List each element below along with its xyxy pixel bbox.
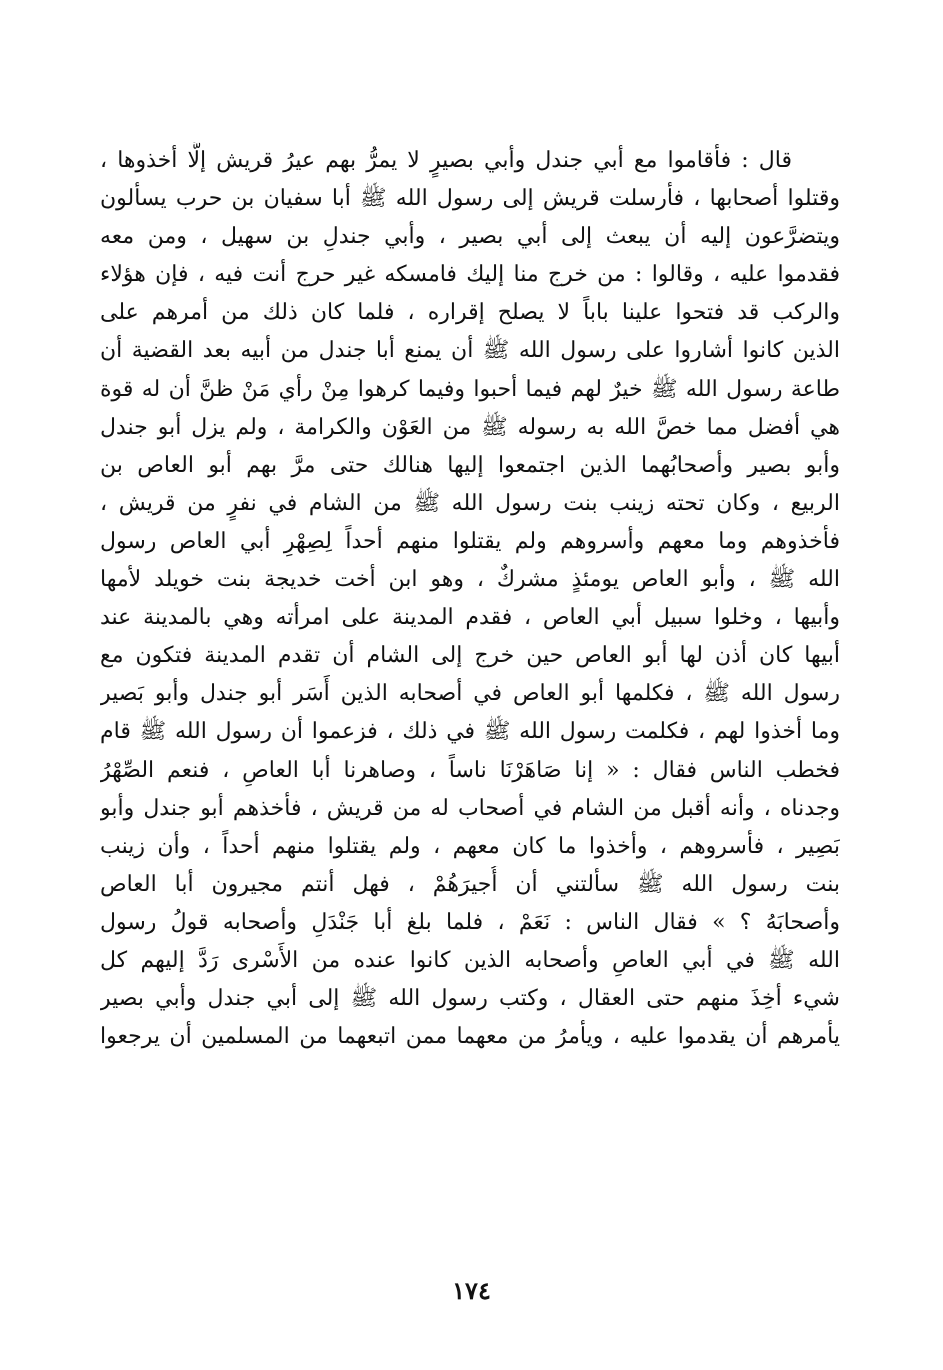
page-number: ١٧٤ [452,1276,491,1305]
text-line: وقتلوا أصحابها ، فأرسلت قريش إلى رسول الله ﷺ أبا سفيان بن حرب يسألون [100,186,840,212]
text-line: فقدموا عليه ، وقالوا : من خرج منا إليك فامسكه غير حرج أنت فيه ، فإن هؤلاء [100,262,840,288]
text-line: وأبو بصير وأصحابُهما الذين اجتمعوا إليها هنالك حتى مرَّ بهم أبو العاص بن [100,452,840,478]
text-line: وجدناه ، وأنه أقبل من الشام في أصحاب له من قريش ، فأخذهم أبو جندل وأبو [100,795,840,821]
text-line: أبيها كان أذن لها أبو العاص حين خرج إلى الشام أن تقدم المدينة فتكون مع [100,643,840,669]
text-line: الله ﷺ ، وأبو العاص يومئذٍ مشركٌ ، وهو ابن أخت خديجة بنت خويلد لأمها [100,567,840,593]
text-line: فخطب الناس فقال : « إنا صَاهَرْنَا ناساً ، وصاهرنا أبا العاصِ ، فنعم الصِّهْرُ [100,757,840,783]
text-line: طاعة رسول الله ﷺ خيرٌ لهم فيما أحبوا وفيما كرهوا مِنْ رأي مَنْ ظنَّ أن له قوة [100,376,840,402]
text-line: شيء أخِذَ منهم حتى العقال ، وكتب رسول الله ﷺ إلى أبي جندل وأبي بصير [100,986,840,1012]
text-line: بنت رسول الله ﷺ سألتني أن أُجيرَهُمْ ، فهل أنتم مجيرون أبا العاص [100,871,840,897]
text-line: وأبيها ، وخلوا سبيل أبي العاص ، فقدم المدينة على امرأته وهي بالمدينة عند [100,605,840,631]
text-line: قال : فأقاموا مع أبي جندل وأبي بصيرٍ لا يمرُّ بهم عيرُ قريش إلَّا أخذوها ، [100,148,792,173]
text-line: رسول الله ﷺ ، فكلمها أبو العاص في أصحابه الذين أَسَر أبو جندل وأبو بَصير [100,681,840,707]
text-line: وأصحابَهُ ؟ » فقال الناس : نَعَمْ ، فلما بلغ أبا جَنْدَلِ وأصحابه قولُ رسول [100,909,840,935]
text-line: هي أفضل مما خصَّ الله به رسوله ﷺ من العَوْن والكرامة ، ولم يزل أبو جندل [100,414,840,440]
text-line: الربيع ، وكان تحته زينب بنت رسول الله ﷺ من الشام في نفرٍ من قريش ، [100,490,840,516]
text-line: والركب قد فتحوا علينا باباً لا يصلح إقراره ، فلما كان ذلك من أمرهم على [100,300,840,326]
text-line: يأمرهم أن يقدموا عليه ، ويأمرُ من معهما ممن اتبعهما من المسلمين أن يرجعوا [100,1024,840,1050]
text-line: بَصِير ، فأسروهم ، وأخذوا ما كان معهم ، ولم يقتلوا منهم أحداً ، وأن زينب [100,833,840,859]
text-line: الذين كانوا أشاروا على رسول الله ﷺ أن يمنع أبا جندل من أبيه بعد القضية أن [100,338,840,364]
text-line: فأخذوهم وما معهم وأسروهم ولم يقتلوا منهم أحداً لِصِهْرِ أبي العاص رسول [100,528,840,554]
text-line: الله ﷺ في أبي العاصِ وأصحابه الذين كانوا عنده من الأَسْرى رَدَّ إليهم كل [100,947,840,973]
body-text [100,142,840,1056]
text-line: ويتضرَّعون إليه أن يبعث إلى أبي بصير ، وأبي جندلِ بن سهيل ، ومن معه [100,224,840,250]
text-line: وما أخذوا لهم ، فكلمت رسول الله ﷺ في ذلك ، فزعموا أن رسول الله ﷺ قام [100,719,840,745]
